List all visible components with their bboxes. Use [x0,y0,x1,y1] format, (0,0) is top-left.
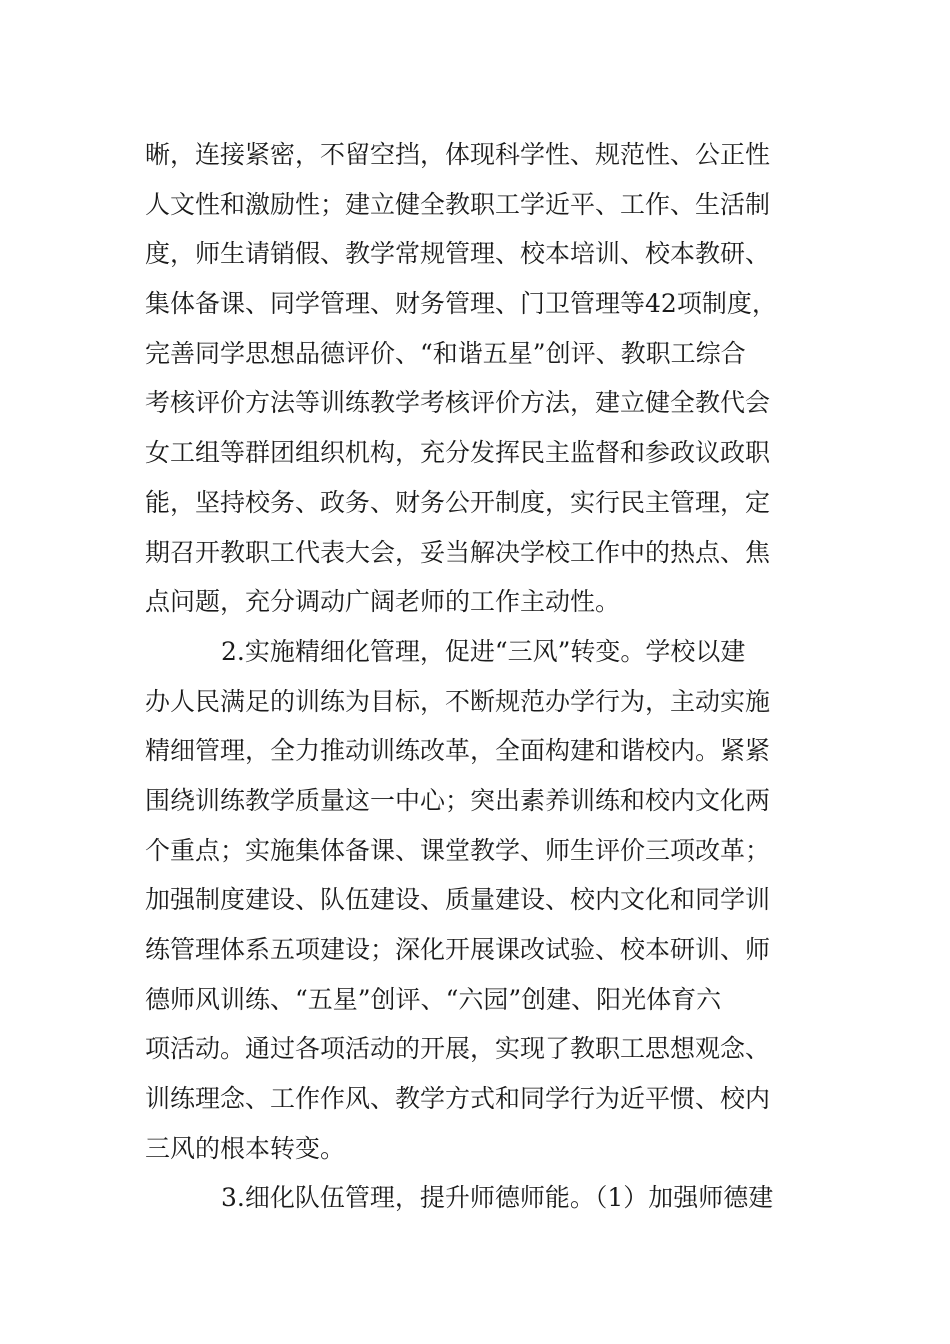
text-line: 女工组等群团组织机构，充分发挥民主监督和参政议政职 [145,438,771,468]
text-line: 精细管理，全力推动训练改革，全面构建和谐校内。紧紧 [145,736,771,766]
text-line: 办人民满足的训练为目标，不断规范办学行为，主动实施 [145,686,771,716]
text-line: 能，坚持校务、政务、财务公开制度，实行民主管理，定 [145,487,771,517]
text-line: 个重点；实施集体备课、课堂教学、师生评价三项改革； [145,835,771,865]
text-line: 集体备课、同学管理、财务管理、门卫管理等42项制度， [145,289,777,319]
text-line: 考核评价方法等训练教学考核评价方法，建立健全教代会 [145,388,771,418]
text-line: 德师风训练、“五星”创评、“六园”创建、阳光体育六 [145,984,722,1014]
text-line: 项活动。通过各项活动的开展，实现了教职工思想观念、 [145,1034,771,1064]
text-line: 训练理念、工作作风、教学方式和同学行为近平惯、校内 [145,1084,771,1114]
text-line: 期召开教职工代表大会，妥当解决学校工作中的热点、焦 [145,537,771,567]
text-line: 人文性和激励性；建立健全教职工学近平、工作、生活制 [145,189,771,219]
text-line: 晰，连接紧密，不留空挡，体现科学性、规范性、公正性 [145,140,771,169]
body-text [145,130,815,1223]
text-line: 三风的根本转变。 [145,1133,346,1163]
text-line: 完善同学思想品德评价、“和谐五星”创评、教职工综合 [145,338,746,368]
text-line: 加强制度建设、队伍建设、质量建设、校内文化和同学训 [145,885,771,915]
text-line: 度，师生请销假、教学常规管理、校本培训、校本教研、 [145,239,771,269]
text-line: 点问题，充分调动广阔老师的工作主动性。 [145,587,621,617]
paragraph-heading-2: 2.实施精细化管理，促进“三风”转变。学校以建 [221,636,746,666]
text-line: 围绕训练教学质量这一中心；突出素养训练和校内文化两 [145,785,771,815]
text-line: 练管理体系五项建设；深化开展课改试验、校本研训、师 [145,935,771,964]
paragraph-heading-3: 3.细化队伍管理，提升师德师能。（1）加强师德建 [221,1183,774,1213]
